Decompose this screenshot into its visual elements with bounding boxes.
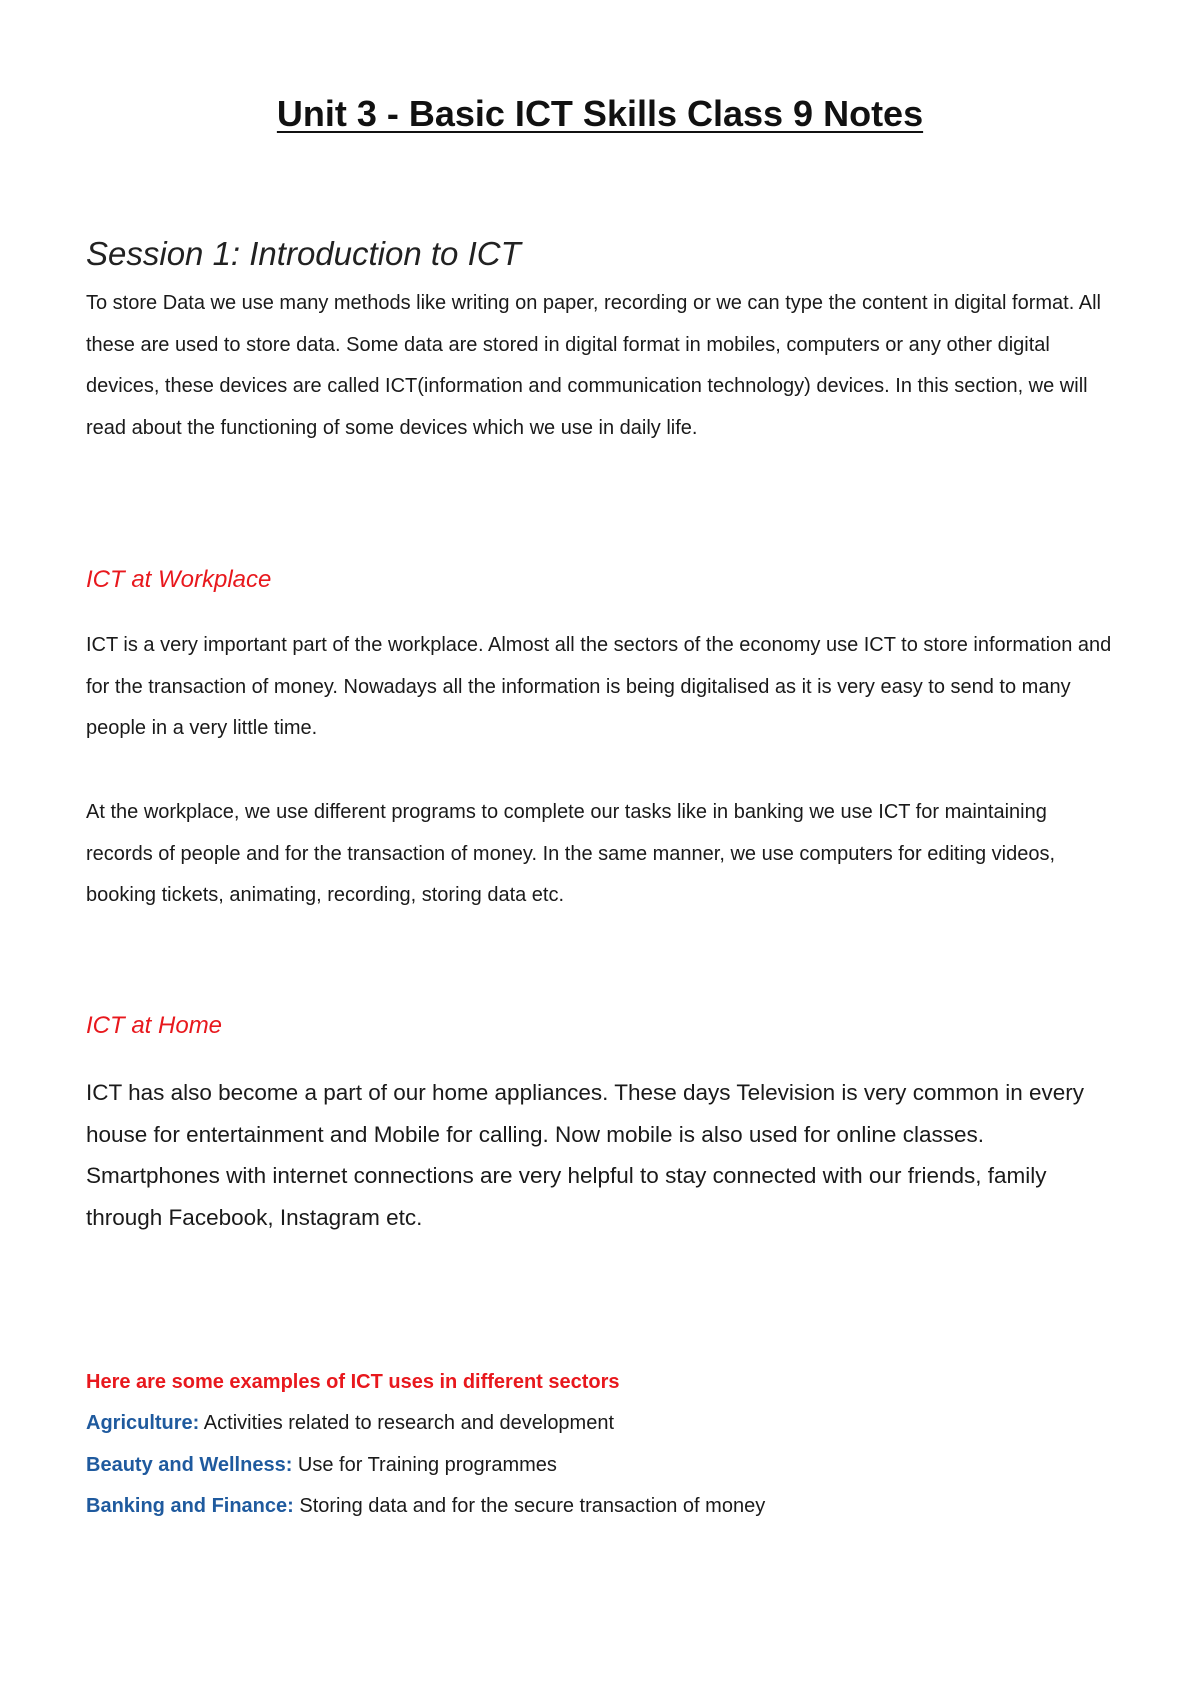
example-text: Activities related to research and development bbox=[199, 1412, 615, 1434]
example-label: Beauty and Wellness: bbox=[86, 1454, 293, 1476]
workplace-heading: ICT at Workplace bbox=[86, 566, 272, 593]
example-agriculture bbox=[86, 1411, 614, 1435]
home-heading: ICT at Home bbox=[86, 1012, 223, 1039]
session-title: Session 1: Introduction to ICT bbox=[86, 235, 521, 272]
intro-paragraph: To store Data we use many methods like writing on paper, recording or we can type the content in digital format. All these are used to store data. Some data are stored in digital format in mobiles, computers or any other digital devices, these devices are called ICT(information and communication technology) devices. In this section, we will read about the functioning of some devices which we use in daily life. bbox=[86, 292, 1101, 439]
home-paragraph: ICT has also become a part of our home appliances. These days Television is very common in every house for entertainment and Mobile for calling. Now mobile is also used for online classes. Smartphones with internet connections are very helpful to stay connected with our friends, family through Facebook, Instagram etc. bbox=[86, 1080, 1084, 1230]
example-banking-finance bbox=[86, 1494, 765, 1518]
example-label: Agriculture: bbox=[86, 1412, 200, 1434]
example-text: Use for Training programmes bbox=[292, 1454, 557, 1476]
example-beauty-wellness bbox=[86, 1453, 557, 1477]
document-title: Unit 3 - Basic ICT Skills Class 9 Notes bbox=[276, 93, 924, 134]
examples-heading: Here are some examples of ICT uses in different sectors bbox=[86, 1371, 620, 1393]
example-text: Storing data and for the secure transaction of money bbox=[293, 1495, 766, 1517]
workplace-paragraph-1: ICT is a very important part of the workplace. Almost all the sectors of the economy use ICT to store information and for the transaction of money. Nowadays all the information is being digitalised as it is very easy to send to many people in a very little time. bbox=[86, 634, 1112, 739]
workplace-paragraph-2: At the workplace, we use different programs to complete our tasks like in banking we use ICT for maintaining records of people and for the transaction of money. In the same manner, we use computers for editing videos, booking tickets, animating, recording, storing data etc. bbox=[86, 801, 1056, 906]
example-label: Banking and Finance: bbox=[86, 1495, 294, 1517]
